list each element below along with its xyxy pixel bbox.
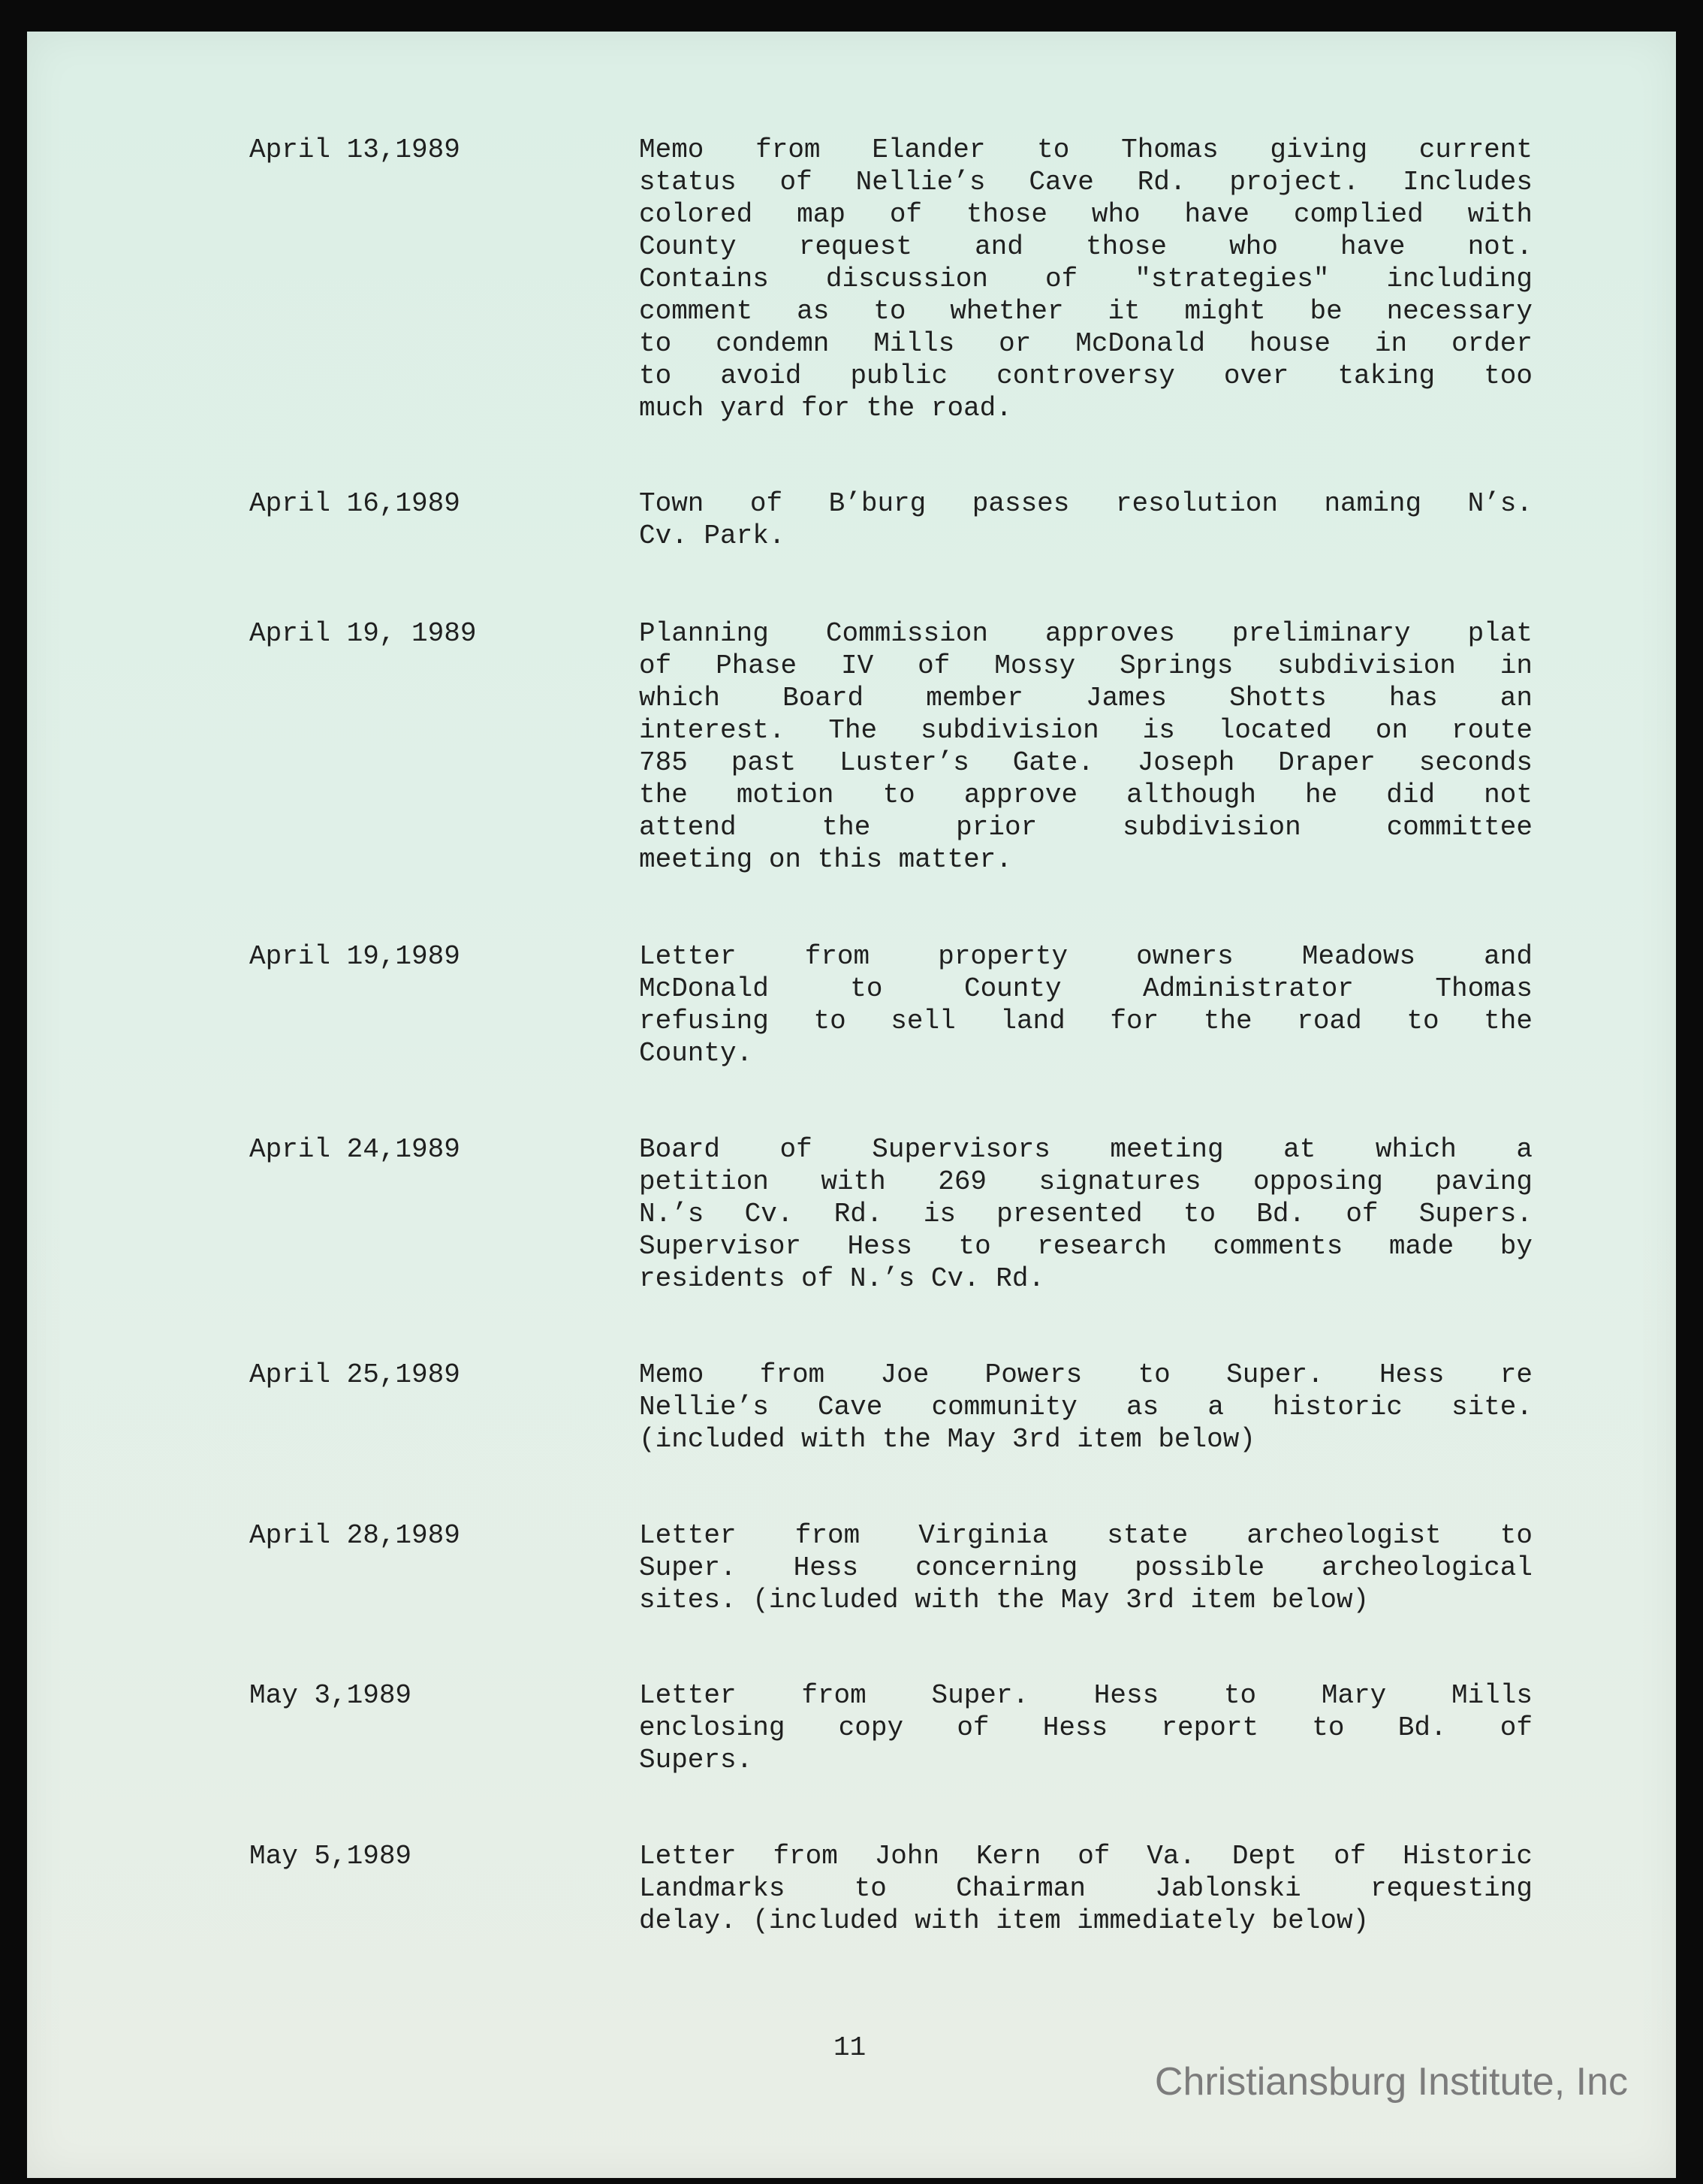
entry-description bbox=[639, 487, 1533, 552]
entry-description bbox=[639, 134, 1533, 424]
description-line: much yard for the road. bbox=[639, 393, 1012, 424]
description-line: of Phase IV of Mossy Springs subdivision in bbox=[639, 650, 1533, 681]
entry-description bbox=[639, 1840, 1533, 1937]
description-line: 785 past Luster’s Gate. Joseph Draper seconds bbox=[639, 747, 1533, 778]
document-page bbox=[27, 32, 1676, 2178]
description-line: Letter from John Kern of Va. Dept of Historic bbox=[639, 1841, 1533, 1872]
entry-description bbox=[639, 1133, 1533, 1295]
page-number: 11 bbox=[833, 2032, 867, 2063]
description-line: delay. (included with item immediately below) bbox=[639, 1905, 1370, 1936]
description-line: Cv. Park. bbox=[639, 520, 785, 551]
description-line: to condemn Mills or McDonald house in order bbox=[639, 328, 1533, 359]
description-line: Memo from Joe Powers to Super. Hess re bbox=[639, 1359, 1533, 1390]
entry-description bbox=[639, 1359, 1533, 1455]
description-line: Landmarks to Chairman Jablonski requesting bbox=[639, 1873, 1533, 1904]
description-line: (included with the May 3rd item below) bbox=[639, 1424, 1255, 1455]
description-line: County request and those who have not. bbox=[639, 231, 1533, 262]
description-line: Memo from Elander to Thomas giving current bbox=[639, 134, 1533, 165]
entry-date: May 5,1989 bbox=[249, 1841, 412, 1872]
description-line: to avoid public controversy over taking too bbox=[639, 360, 1533, 391]
description-line: the motion to approve although he did not bbox=[639, 780, 1533, 810]
description-line: Super. Hess concerning possible archeological bbox=[639, 1552, 1533, 1583]
description-line: Town of B’burg passes resolution naming N’s. bbox=[639, 488, 1533, 519]
description-line: sites. (included with the May 3rd item below) bbox=[639, 1585, 1370, 1615]
description-line: Board of Supervisors meeting at which a bbox=[639, 1134, 1533, 1165]
entry-date: April 25,1989 bbox=[249, 1359, 460, 1390]
entry-description bbox=[639, 617, 1533, 876]
description-line: meeting on this matter. bbox=[639, 844, 1012, 875]
description-line: Letter from Super. Hess to Mary Mills bbox=[639, 1680, 1533, 1711]
description-line: residents of N.’s Cv. Rd. bbox=[639, 1263, 1045, 1294]
entry-date: April 24,1989 bbox=[249, 1134, 460, 1165]
entry-description bbox=[639, 940, 1533, 1069]
description-line: colored map of those who have complied with bbox=[639, 199, 1533, 230]
description-line: petition with 269 signatures opposing paving bbox=[639, 1166, 1533, 1197]
entry-date: April 19,1989 bbox=[249, 941, 460, 972]
description-line: which Board member James Shotts has an bbox=[639, 683, 1533, 713]
description-line: attend the prior subdivision committee bbox=[639, 812, 1533, 843]
description-line: Letter from Virginia state archeologist to bbox=[639, 1520, 1533, 1551]
description-line: Planning Commission approves preliminary plat bbox=[639, 618, 1533, 649]
description-line: comment as to whether it might be necessary bbox=[639, 296, 1533, 327]
description-line: Letter from property owners Meadows and bbox=[639, 941, 1533, 972]
description-line: refusing to sell land for the road to the bbox=[639, 1006, 1533, 1036]
description-line: enclosing copy of Hess report to Bd. of bbox=[639, 1712, 1533, 1743]
entry-date: April 16,1989 bbox=[249, 488, 460, 519]
entry-date: April 28,1989 bbox=[249, 1520, 460, 1551]
entry-date: April 19, 1989 bbox=[249, 618, 477, 649]
description-line: interest. The subdivision is located on route bbox=[639, 715, 1533, 746]
entry-date: April 13,1989 bbox=[249, 134, 460, 165]
description-line: Supers. bbox=[639, 1745, 753, 1775]
description-line: County. bbox=[639, 1038, 753, 1069]
description-line: McDonald to County Administrator Thomas bbox=[639, 973, 1533, 1004]
description-line: Supervisor Hess to research comments made by bbox=[639, 1231, 1533, 1262]
description-line: N.’s Cv. Rd. is presented to Bd. of Supers. bbox=[639, 1199, 1533, 1229]
watermark: Christiansburg Institute, Inc bbox=[1154, 2060, 1628, 2104]
description-line: Nellie’s Cave community as a historic site. bbox=[639, 1392, 1533, 1422]
description-line: Contains discussion of "strategies" including bbox=[639, 264, 1533, 294]
entry-date: May 3,1989 bbox=[249, 1680, 412, 1711]
entry-description bbox=[639, 1519, 1533, 1616]
description-line: status of Nellie’s Cave Rd. project. Includes bbox=[639, 167, 1533, 198]
entry-description bbox=[639, 1679, 1533, 1776]
